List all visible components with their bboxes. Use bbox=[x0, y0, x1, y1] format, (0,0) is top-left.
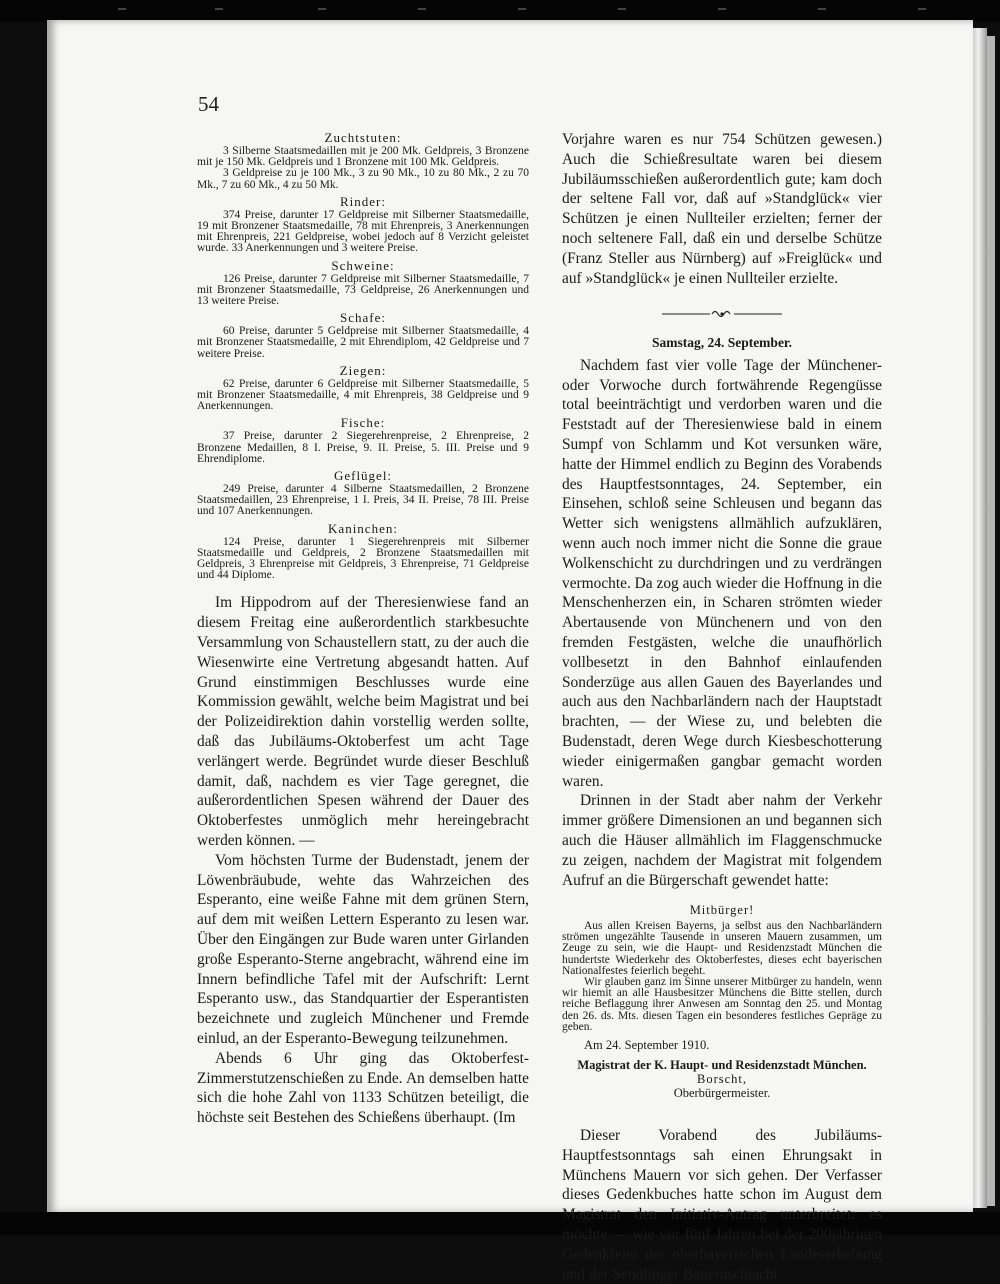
ornament-icon bbox=[662, 309, 782, 319]
section-text: 3 Silberne Staatsmedaillen mit je 200 Mk. Geldpreis, 3 Bronzene mit je 150 Mk. Geldpreis und 1 Bronzene mit 100 Mk. Geldpreis. 3 Geldpreise zu je 100 Mk., 3 zu 90 Mk., 10 zu 80 Mk., 2 zu 70 Mk., 7 zu 60 Mk., 4 zu 50 Mk. bbox=[197, 145, 529, 191]
page-edge-shadow bbox=[987, 36, 995, 1206]
prize-section bbox=[197, 131, 529, 191]
section-heading: Rinder: bbox=[340, 193, 386, 209]
proclamation-authority: Magistrat der K. Haupt- und Residenzstadt München. bbox=[577, 1058, 867, 1073]
section-text: 37 Preise, darunter 2 Siegerehrenpreise, 2 Ehrenpreise, 2 Bronzene Medaillen, 8 I. Preise, 9. II. Preise, 5. III. Preise und 9 Ehrendiplome. bbox=[197, 430, 529, 465]
section-text: 249 Preise, darunter 4 Silberne Staatsmedaillen, 2 Bronzene Staatsmedaillen, 23 Ehrenpreise, 1 I. Preis, 34 II. Preise, 78 III. Preise und 107 Anerkennungen. bbox=[197, 483, 529, 518]
proclamation-text: Aus allen Kreisen Bayerns, ja selbst aus den Nachbarländern strömen ungezählte Tausende in unseren Mauern zusammen, um Zeuge zu sein, wie die Haupt- und Residenzstadt München die hundertste Wiederkehr des Oktoberfestes, dieses echt bayerischen Nationalfestes feierlich begeht. Wir glauben ganz im Sinne unserer Mitbürger zu handeln, wenn wir hiemit an alle Hausbesitzer Münchens die Bitte stellen, durch reiche Beflaggung ihrer Anwesen am Sonntag den 25. und Montag den 26. ds. Mts. diesen Tagen ein besonderes festliches Gepräge zu geben. bbox=[562, 919, 882, 1033]
section-heading: Schafe: bbox=[340, 310, 386, 326]
prize-section bbox=[197, 311, 529, 360]
section-heading: Geflügel: bbox=[333, 468, 393, 484]
prize-section bbox=[197, 195, 529, 255]
proclamation bbox=[562, 904, 882, 1100]
section-heading: Fische: bbox=[340, 415, 386, 431]
paragraph: Abends 6 Uhr ging das Oktoberfest-Zimmerstutzenschießen zu Ende. An demselben hatte sich die hohe Zahl von 1133 Schützen beteiligt, die höchste seit Bestehen des Schießens überhaupt. (Im bbox=[197, 1049, 529, 1127]
paragraph: Vorjahre waren es nur 754 Schützen gewesen.) Auch die Schießresultate waren bei diesem Jubiläumsschießen außerordentlich gute; kam doch der seltene Fall vor, daß auf »Standglück« vier Schützen je einen Nullteiler erzielten; ferner der noch seltenere Fall, daß ein und derselbe Schütze (Franz Steller aus Nürnberg) auf »Freiglück« und auf »Standglück« je einen Nullteiler erzielte. bbox=[562, 131, 882, 287]
proclamation-signer-title: Oberbürgermeister. bbox=[673, 1085, 771, 1100]
section-text: 60 Preise, darunter 5 Geldpreise mit Silberner Staatsmedaille, 4 mit Bronzener Staatsmedaille, 2 mit Ehrendiplom, 42 Geldpreise und 7 weitere Preise. bbox=[197, 325, 529, 360]
right-body-continuation bbox=[562, 130, 882, 288]
section-heading: Schweine: bbox=[331, 257, 395, 273]
prize-section bbox=[197, 469, 529, 518]
section-heading: Zuchtstuten: bbox=[324, 130, 402, 145]
paragraph: Dieser Vorabend des Jubiläums-Hauptfestsonntags sah einen Ehrungsakt in Münchens Mauern vor sich gehen. Der Verfasser dieses Gedenkbuches hatte schon im August dem Magistrat den Initiativ-Antrag unterbreitet: es möchte — wie vor fünf Jahren bei der 200jährigen Gedenkfeier der oberbayerischen Landeserhebung und der Sendlinger Bauernschlacht bbox=[562, 1126, 882, 1283]
paragraph: Vom höchsten Turme der Budenstadt, jenem der Löwenbräubude, wehte das Wahrzeichen des Esperanto, eine weiße Fahne mit dem grünen Stern, auf dem mit weißen Lettern Esperanto zu lesen war. Über den Eingängen zur Bude waren unter Girlanden große Esperanto-Sterne angebracht, während eine im Innern befindliche Tafel mit der Aufschrift: Lernt Esperanto usw., das Standquartier der Esperantisten bezeichnete und zugleich Münchener und Fremde einlud, an der Esperanto-Bewegung teilzunehmen. bbox=[197, 851, 529, 1048]
section-text: 62 Preise, darunter 6 Geldpreise mit Silberner Staatsmedaille, 5 mit Bronzener Staatsmedaille, 4 mit Ehrenpreis, 38 Geldpreise und 9 Anerkennungen. bbox=[197, 377, 529, 413]
section-text: 374 Preise, darunter 17 Geldpreise mit Silberner Staatsmedaille, 19 mit Bronzener Staatsmedaille, 78 mit Ehrenpreis, 3 Anerkennungen mit Ehrenpreis, 221 Geldpreise, wobei jedoch auf 8 Verzicht geleistet wurde. 33 Anerkennungen und 3 weitere Preise. bbox=[197, 208, 529, 255]
section-heading: Kaninchen: bbox=[328, 520, 398, 536]
section-text: 126 Preise, darunter 7 Geldpreise mit Silberner Staatsmedaille, 7 mit Bronzener Staatsmedaille, 73 Geldpreise, 26 Anerkennungen und 13 weitere Preise. bbox=[197, 272, 529, 308]
page-number: 54 bbox=[198, 92, 219, 116]
section-text: 124 Preise, darunter 1 Siegerehrenpreis mit Silberner Staatsmedaille und Geldpreis, 2 Bronzene Staatsmedaillen mit Geldpreis, 3 Ehrenpreise mit Geldpreis, 3 Ehrenpreise, 71 Geldpreise und 44 Diplome. bbox=[197, 535, 529, 582]
right-body-text bbox=[562, 356, 882, 891]
proclamation-date: Am 24. September 1910. bbox=[584, 1037, 710, 1052]
prize-section bbox=[197, 416, 529, 465]
closing-text bbox=[562, 1126, 882, 1284]
scan-border-top bbox=[0, 0, 1000, 22]
prize-section bbox=[197, 522, 529, 582]
ornament-divider bbox=[562, 306, 882, 322]
paragraph: Im Hippodrom auf der Theresienwiese fand an diesem Freitag eine außerordentlich starkbesuchte Versammlung von Schaustellern statt, zu der auch die Wiesenwirte eine Vertretung abgesandt hatten. Auf Grund einstimmigen Beschlusses wurde eine Kommission gewählt, welche beim Magistrat und bei der Polizeidirektion dahin vorstellig werden sollte, daß das Jubiläums-Oktoberfest um acht Tage verlängert werde. Begründet wurde dieser Beschluß damit, daß, nachdem es vier Tage geregnet, die außerordentlichen Spesen während der Dauer des Oktoberfestes unmöglich mehr hereingebracht werden können. — bbox=[197, 594, 529, 850]
left-column bbox=[197, 127, 529, 1128]
paragraph: Drinnen in der Stadt aber nahm der Verkehr immer größere Dimensionen an und begannen sich auch die Häuser allmählich im Flaggenschmucke zu zeigen, nachdem der Magistrat mit folgendem Aufruf an die Bürgerschaft gewendet hatte: bbox=[562, 792, 882, 889]
prize-section bbox=[197, 259, 529, 308]
paragraph: Nachdem fast vier volle Tage der Münchener- oder Vorwoche durch fortwährende Regengüsse total beeinträchtigt und verdorben waren und die Feststadt auf der Theresienwiese bald in einem Sumpf von Schlamm und Kot versunken wäre, hatte der Himmel endlich zu Beginn des Vorabends des Hauptfestsonntages, 24. September, ein Einsehen, schloß seine Schleusen und begann das Wetter sich wenigstens allmählich aufzuklären, wenn auch noch immer nicht die Sonne die graue Wolkenschicht zu durchdringen und zu verdrängen vermochte. Da zog auch wieder die Hoffnung in die Menschenherzen ein, in Scharen strömten wieder Abertausende von Münchenern und von den fremden Festgästen, welche die unaufhörlich vollbesetzt in den Bahnhof einlaufenden Sonderzüge aus allen Gauen des Bayerlandes und auch aus den Nachbarländern nach der Hauptstadt brachten, — der Wiese zu, und belebten die Budenstadt, deren Wege durch Kiesbeschotterung wieder einigermaßen gangbar gemacht worden waren. bbox=[562, 356, 882, 790]
page-edge bbox=[973, 28, 987, 1208]
proclamation-signer: Borscht, bbox=[696, 1071, 747, 1086]
proclamation-title: Mitbürger! bbox=[689, 903, 755, 918]
date-heading: Samstag, 24. September. bbox=[651, 335, 793, 351]
prize-section bbox=[197, 364, 529, 413]
right-column bbox=[562, 130, 882, 1284]
left-body-text bbox=[197, 593, 529, 1128]
section-heading: Ziegen: bbox=[339, 362, 387, 378]
